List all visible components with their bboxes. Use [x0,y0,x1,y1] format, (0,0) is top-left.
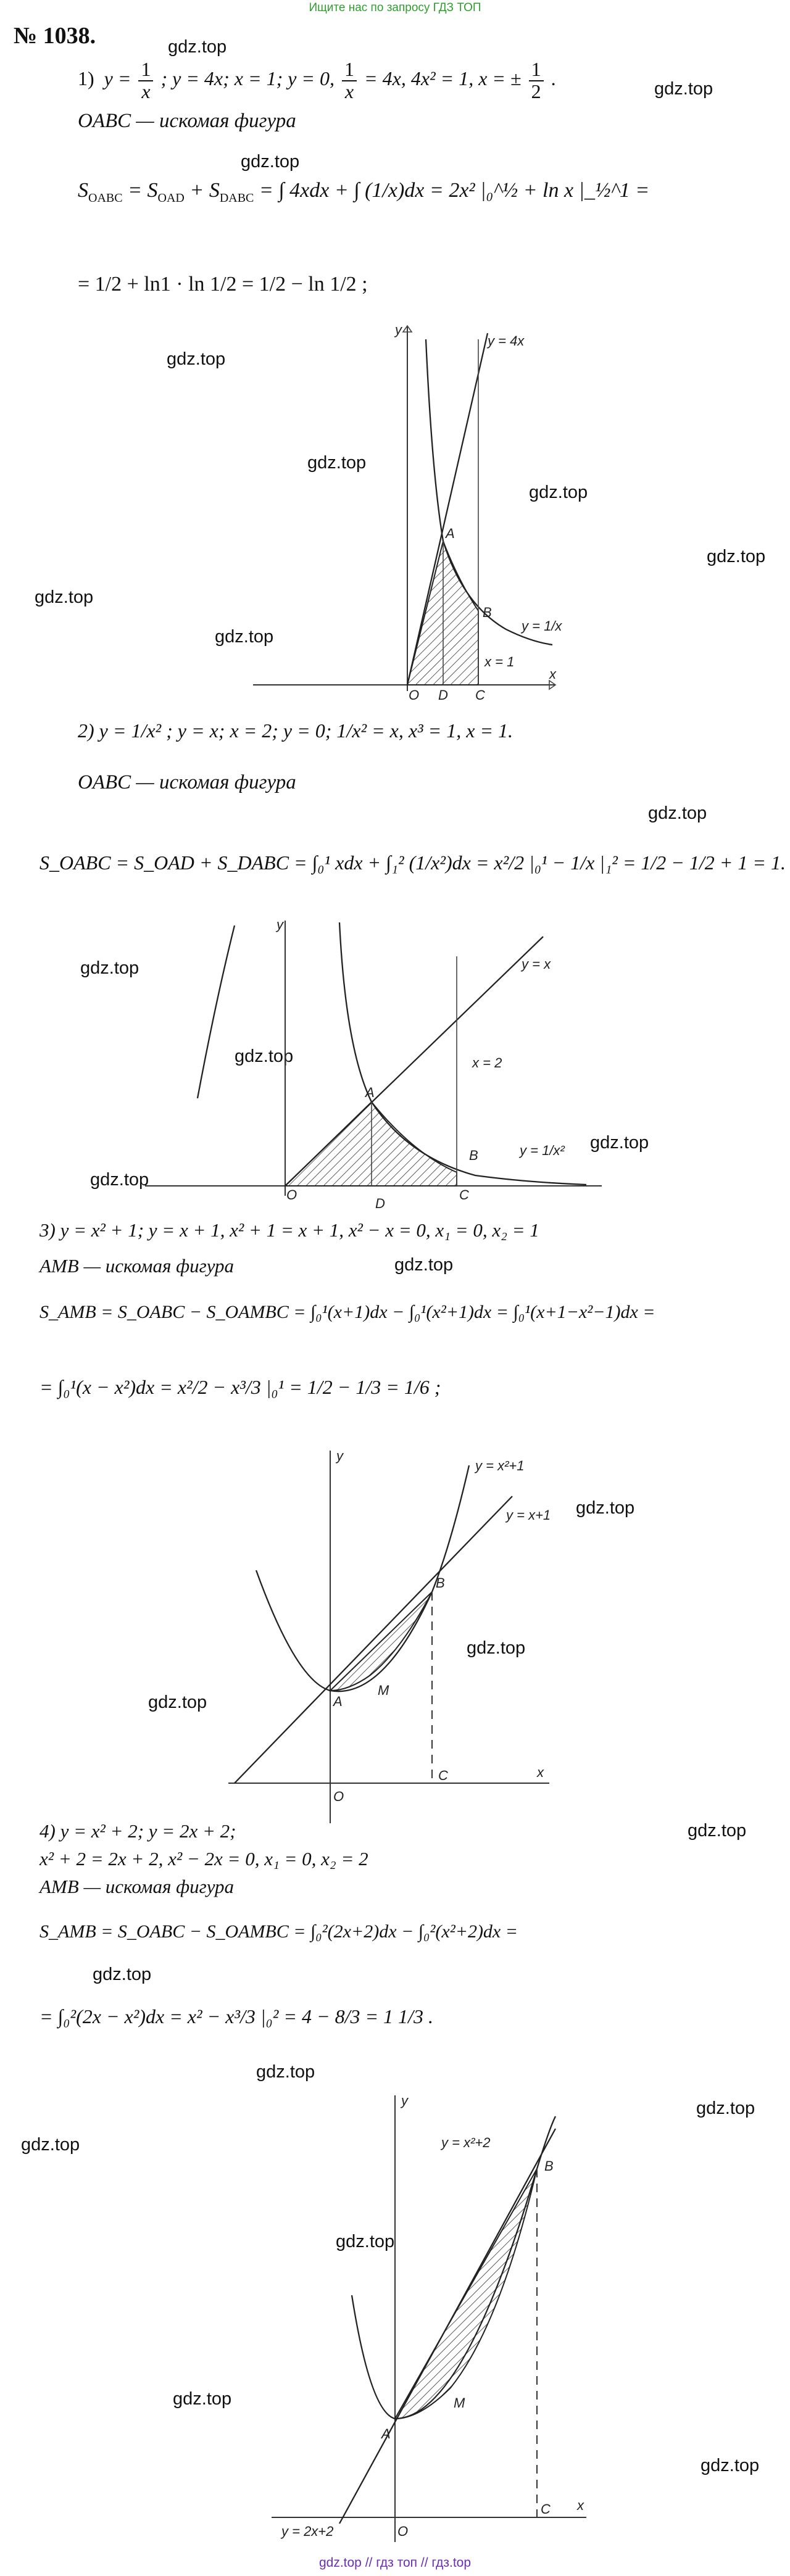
p1-figure-caption: OABC — искомая фигура [78,110,296,132]
p1-formula: $S_{OABC} = S_{OAD} + S_{DABC}$ = ∫ 4xdx + ∫ (1/x)dx = 2x² |₀^½ + ln x |_½^1 = [78,179,650,205]
point-O: O [409,687,420,700]
p4-figure-caption: AMB — искомая фигура [40,1876,235,1897]
watermark: gdz.top [21,2135,80,2155]
footer-links[interactable]: gdz.top // гдз топ // гдз.top [318,2556,472,2570]
x-axis-label: x [549,666,556,682]
point-C: C [541,2501,551,2517]
p4-line1: 4) y = x² + 2; y = 2x + 2; [40,1820,236,1842]
watermark: gdz.top [394,1255,454,1275]
point-D: D [438,687,448,700]
y-axis-label: y [401,2093,408,2108]
watermark: gdz.top [80,958,139,978]
watermark: gdz.top [173,2389,232,2409]
p3-result: = ∫₀¹(x − x²)dx = x²/2 − x³/3 |₀¹ = 1/2 − 1/3 = 1/6 ; [40,1376,441,1398]
watermark: gdz.top [256,2062,315,2082]
line-y-x-plus-1 [235,1496,512,1783]
point-C: C [475,687,485,700]
watermark: gdz.top [696,2098,755,2118]
watermark: gdz.top [167,349,226,369]
point-B: B [436,1575,445,1591]
watermark: gdz.top [654,79,713,99]
y-axis-label: y [336,1448,343,1464]
point-M: M [378,1683,389,1698]
watermark: gdz.top [590,1133,649,1153]
shaded-region [285,1102,457,1186]
p1-result: = 1/2 + ln1 · ln 1/2 = 1/2 − ln 1/2 ; [78,273,368,296]
p4-result: = ∫₀²(2x − x²)dx = x² − x³/3 |₀² = 4 − 8/3 = 1 1/3 . [40,2005,433,2027]
label-y-4x: y = 4x [488,333,525,349]
x-axis-label: x [537,1765,544,1780]
point-B: B [469,1148,478,1163]
watermark: gdz.top [576,1498,635,1518]
point-A: A [365,1085,375,1100]
y-axis-label: y [276,917,283,932]
label-x-1: x = 1 [484,654,515,669]
label-y-x-plus-1: y = x+1 [506,1507,551,1523]
point-M: M [454,2395,465,2411]
watermark: gdz.top [168,37,227,57]
point-B: B [483,605,492,620]
label-y-x: y = x [522,956,551,972]
curve-y-x2-plus-2 [352,2116,555,2419]
p2-line1: 2) y = 1/x² ; y = x; x = 2; y = 0; 1/x² = x, x³ = 1, x = 1. [78,719,514,742]
p4-line2: x² + 2 = 2x + 2, x² − 2x = 0, x₁ = 0, x₂ = 2 [40,1848,368,1870]
p3-formula: S_AMB = S_OABC − S_OAMBC = ∫₀¹(x+1)dx − ∫₀¹(x²+1)dx = ∫₀¹(x+1−x²−1)dx = [40,1302,655,1322]
watermark: gdz.top [529,482,588,502]
watermark: gdz.top [701,2456,760,2475]
label-y-x2-plus-2: y = x²+2 [441,2135,491,2150]
graph-1 [247,321,580,700]
graph-3 [222,1447,568,1829]
p3-figure-caption: AMB — искомая фигура [40,1255,235,1277]
shaded-region [330,1592,432,1691]
p3-line1: 3) y = x² + 1; y = x + 1, x² + 1 = x + 1, x² − x = 0, x₁ = 0, x₂ = 1 [40,1219,539,1241]
point-C: C [459,1187,469,1203]
watermark: gdz.top [707,547,766,566]
point-B: B [544,2158,554,2174]
point-D: D [375,1196,385,1211]
point-O: O [397,2524,409,2539]
point-A: A [333,1694,343,1709]
graph-2 [142,913,611,1212]
watermark: gdz.top [235,1046,294,1066]
watermark: gdz.top [307,453,367,473]
label-x-2: x = 2 [472,1055,502,1071]
problem-title: № 1038. [14,23,96,49]
point-A: A [446,526,455,541]
watermark: gdz.top [93,1965,152,1984]
top-banner: Ищите нас по запросу ГДЗ ТОП [309,1,481,14]
point-A: A [381,2426,391,2441]
y-axis-label: y [395,322,402,338]
point-C: C [438,1768,448,1783]
x-axis-label: x [577,2498,584,2513]
p2-figure-caption: OABC — искомая фигура [78,771,296,793]
watermark: gdz.top [148,1692,207,1712]
point-O: O [286,1187,297,1203]
watermark: gdz.top [215,627,274,647]
watermark: gdz.top [336,2232,395,2251]
line-y-2x-plus-2 [339,2129,555,2524]
label-y-x2-plus-1: y = x²+1 [475,1458,525,1473]
curve-left-branch [198,926,235,1098]
p2-formula: S_OABC = S_OAD + S_DABC = ∫₀¹ xdx + ∫₁² (1/x²)dx = x²/2 |₀¹ − 1/x |₁² = 1/2 − 1/2 + 1 = 1. [40,851,786,874]
watermark: gdz.top [90,1170,149,1190]
label-y-2x-plus-2: y = 2x+2 [281,2524,334,2539]
p4-formula: S_AMB = S_OABC − S_OAMBC = ∫₀²(2x+2)dx − ∫₀²(x²+2)dx = [40,1921,518,1942]
watermark: gdz.top [467,1638,526,1658]
label-y-1-over-x: y = 1/x [522,618,562,634]
point-O: O [333,1789,344,1804]
label-y-1-over-x2: y = 1/x² [520,1143,565,1158]
watermark: gdz.top [241,152,300,172]
p1-line1: 1) y = $\frac{1}{x}$ ; y = 4x; x = 1; y = 0, $\frac{1}{x}$ = 4x, 4x² = 1, x = ± $\frac{1}{2}$ . [78,58,556,102]
watermark: gdz.top [35,587,94,607]
watermark: gdz.top [688,1821,747,1841]
graph-4 [265,2092,599,2548]
watermark: gdz.top [648,803,707,823]
